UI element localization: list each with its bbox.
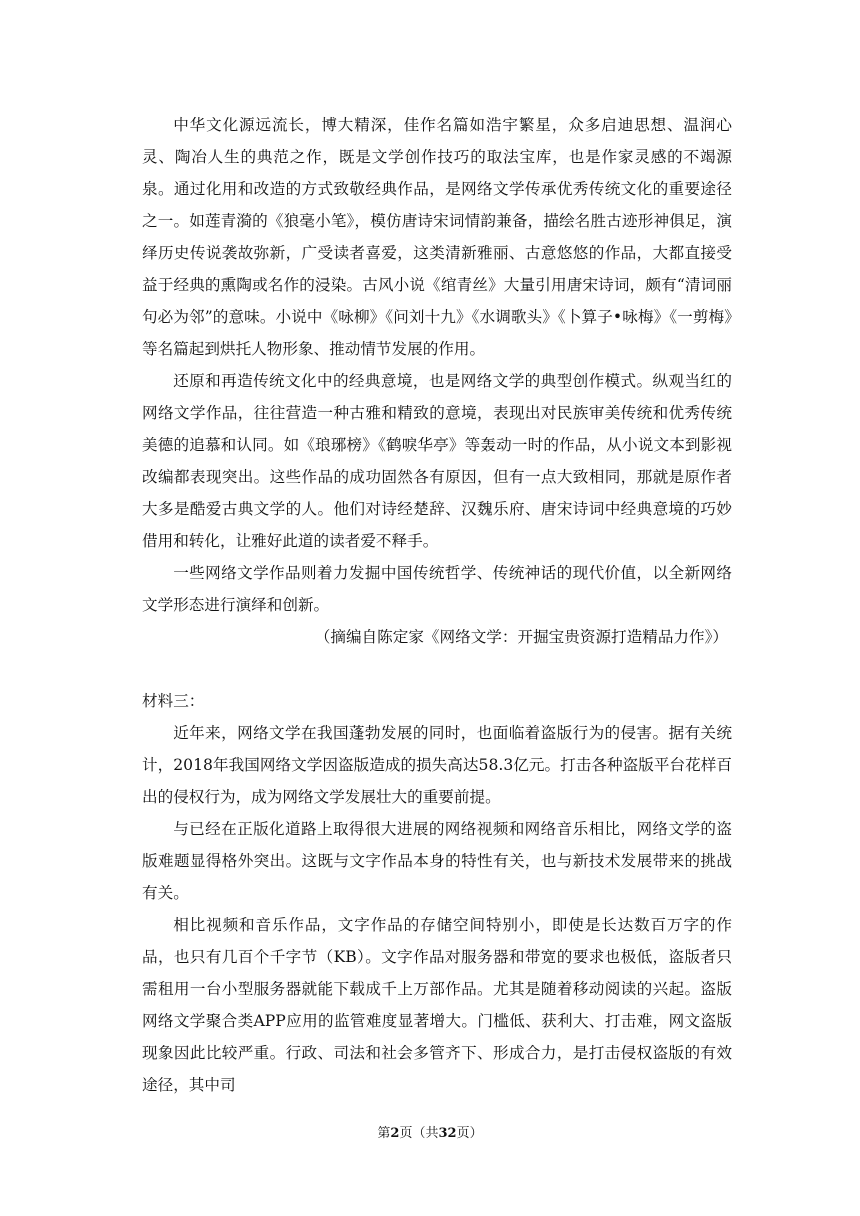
source-citation: （摘编自陈定家《网络文学：开掘宝贵资源打造精品力作》） <box>314 628 728 646</box>
section-heading: 材料三： <box>142 692 205 710</box>
footer-page-number: 2 <box>390 1126 400 1141</box>
paragraph: 还原和再造传统文化中的经典意境，也是网络文学的典型创作模式。纵观当红的网络文学作品，往往营造一种古雅和精致的意境，表现出对民族审美传统和优秀传统美德的追慕和认同。如《琅琊榜》《鹤唳华亭》等轰动一时的作品，从小说文本到影视改编都表现突出。这些作品的成功固然各有原因，但有一点大致相同，那就是原作者大多是酷爱古典文学的人。他们对诗经楚辞、汉魏乐府、唐宋诗词中经典意境的巧妙借用和转化，让雅好此道的读者爱不释手。 <box>142 372 732 550</box>
footer-prefix: 第 <box>377 1126 391 1141</box>
footer-total-pages: 32 <box>438 1126 457 1141</box>
paragraph: 中华文化源远流长，博大精深，佳作名篇如浩宇繁星，众多启迪思想、温润心灵、陶冶人生的典范之作，既是文学创作技巧的取法宝库，也是作家灵感的不竭源泉。通过化用和改造的方式致敬经典作品，是网络文学传承优秀传统文化的重要途径之一。如莲青漪的《狼毫小笔》，模仿唐诗宋词情韵兼备，描绘名胜古迹形神俱足，演绎历史传说袭故弥新，广受读者喜爱，这类清新雅丽、古意悠悠的作品，大都直接受益于经典的熏陶或名作的浸染。古风小说《绾青丝》大量引用唐宋诗词，颇有“清词丽句必为邻”的意味。小说中《咏柳》《问刘十九》《水调歌头》《卜算子•咏梅》《一剪梅》等名篇起到烘托人物形象、推动情节发展的作用。 <box>142 116 732 358</box>
footer-suffix: 页） <box>456 1126 483 1141</box>
spacer <box>142 653 732 685</box>
page-footer <box>0 1125 860 1143</box>
paragraph: 与已经在正版化道路上取得很大进展的网络视频和网络音乐相比，网络文学的盗版难题显得格外突出。这既与文字作品本身的特性有关，也与新技术发展带来的挑战有关。 <box>142 820 732 902</box>
document-body <box>142 109 732 1101</box>
paragraph: 一些网络文学作品则着力发掘中国传统哲学、传统神话的现代价值，以全新网络文学形态进行演绎和创新。 <box>142 564 732 614</box>
paragraph: 近年来，网络文学在我国蓬勃发展的同时，也面临着盗版行为的侵害。据有关统计，2018年我国网络文学因盗版造成的损失高达58.3亿元。打击各种盗版平台花样百出的侵权行为，成为网络文学发展壮大的重要前提。 <box>142 724 732 806</box>
paragraph: 相比视频和音乐作品，文字作品的存储空间特别小，即使是长达数百万字的作品，也只有几百个千字节（KB）。文字作品对服务器和带宽的要求也极低，盗版者只需租用一台小型服务器就能下载成千上万部作品。尤其是随着移动阅读的兴起。盗版网络文学聚合类APP应用的监管难度显著增大。门槛低、获利大、打击难，网文盗版现象因此比较严重。行政、司法和社会多管齐下、形成合力，是打击侵权盗版的有效途径，其中司 <box>142 916 732 1094</box>
footer-middle: 页（共 <box>399 1126 439 1141</box>
